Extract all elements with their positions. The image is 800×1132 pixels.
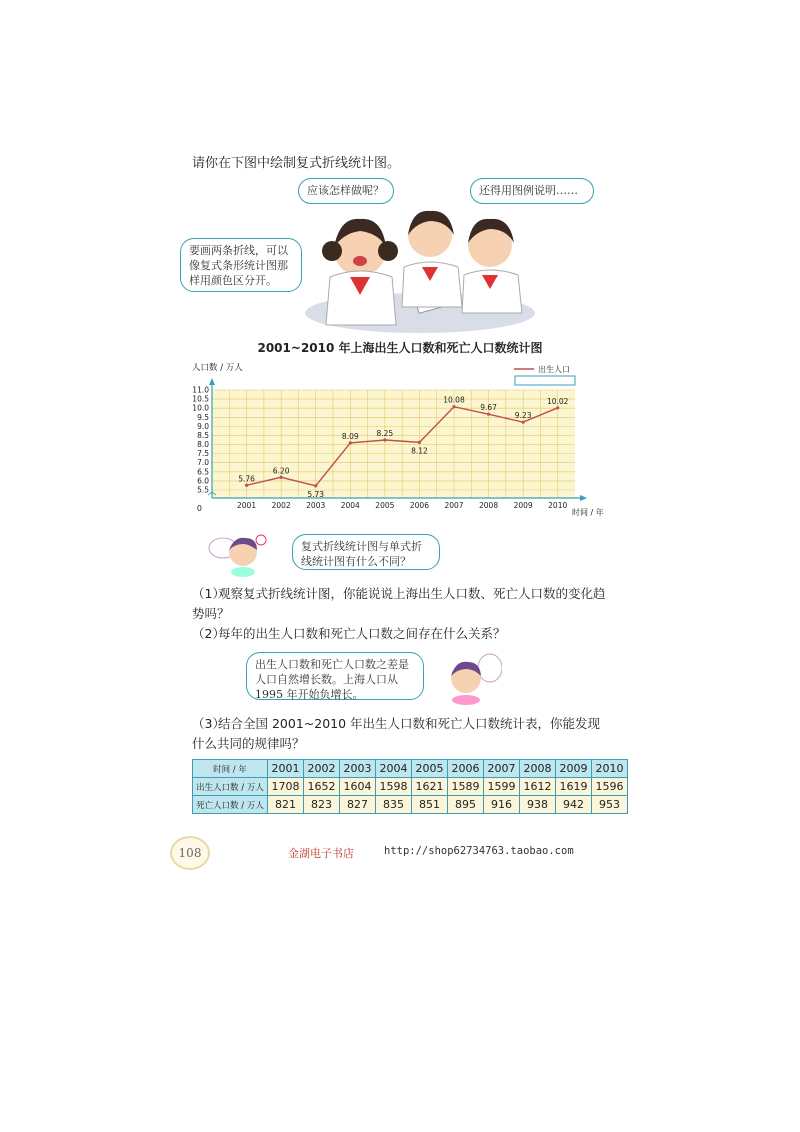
y-tick-label: 9.5: [197, 412, 209, 422]
store-name: 金湖电子书店: [288, 847, 354, 860]
question-3: （3）结合全国 2001~2010 年出生人口数和死亡人口数统计表，你能发现什么共同的规律吗？: [192, 716, 601, 751]
data-point: [349, 441, 352, 444]
y-tick-label: 6.0: [197, 476, 209, 486]
table-cell: 916: [484, 796, 520, 814]
data-label: 8.25: [376, 429, 394, 438]
question-1: （1）观察复式折线统计图，你能说说上海出生人口数、死亡人口数的变化趋势吗？: [192, 586, 606, 621]
table-cell: 1612: [520, 778, 556, 796]
data-label: 9.23: [514, 411, 532, 421]
chart-title: 2001~2010 年上海出生人口数和死亡人口数统计图: [257, 341, 543, 355]
table-cell: 1596: [592, 778, 628, 796]
table-cell: 942: [556, 796, 592, 814]
speech-bubble-question: 应该怎样做呢？: [298, 178, 394, 204]
table-cell: 953: [592, 796, 628, 814]
y-tick-label: 8.0: [197, 440, 209, 450]
table-cell: 895: [448, 796, 484, 814]
table-cell: 2001: [268, 760, 304, 778]
table-cell: 1708: [268, 778, 304, 796]
data-label: 8.09: [341, 431, 359, 441]
data-point: [383, 438, 386, 441]
table-cell: 2004: [376, 760, 412, 778]
x-tick-label: 2002: [271, 501, 291, 510]
data-label: 5.76: [238, 474, 255, 484]
table-cell: 1598: [376, 778, 412, 796]
x-tick-label: 2004: [340, 501, 360, 510]
x-tick-label: 2009: [513, 501, 533, 510]
data-point: [314, 484, 317, 487]
y-tick-label: 10.0: [192, 403, 209, 413]
x-tick-label: 2001: [237, 501, 257, 510]
table-cell: 1604: [340, 778, 376, 796]
speech-bubble-legend: 还得用图例说明……: [470, 178, 594, 204]
x-axis-arrow: [580, 495, 587, 501]
angel-illustration: [205, 530, 271, 578]
table-cell: 938: [520, 796, 556, 814]
x-tick-label: 2006: [409, 501, 429, 510]
y-axis-arrow: [209, 378, 215, 385]
data-label: 5.73: [307, 489, 325, 499]
table-header-deaths: 死亡人口数 / 万人: [193, 796, 268, 814]
data-label: 9.67: [480, 403, 497, 413]
table-cell: 1619: [556, 778, 592, 796]
children-illustration: [300, 195, 540, 335]
x-tick-label: 2003: [306, 501, 326, 510]
legend-label-births: 出生人口: [538, 365, 570, 374]
origin-label: 0: [196, 504, 202, 513]
legend-empty-box: [515, 376, 575, 385]
table-header-year: 时间 / 年: [193, 760, 268, 778]
table-cell: 821: [268, 796, 304, 814]
data-point: [487, 413, 490, 416]
data-point: [280, 476, 283, 479]
table-cell: 2009: [556, 760, 592, 778]
table-header-births: 出生人口数 / 万人: [193, 778, 268, 796]
angel-illustration-2: [436, 652, 502, 706]
line-chart: [190, 358, 620, 518]
table-cell: 1652: [304, 778, 340, 796]
y-tick-label: 8.5: [197, 430, 209, 440]
y-tick-label: 6.5: [197, 467, 209, 477]
data-point: [522, 421, 525, 424]
table-cell: 827: [340, 796, 376, 814]
plot-area: [212, 390, 575, 498]
table-cell: 823: [304, 796, 340, 814]
table-cell: 851: [412, 796, 448, 814]
table-cell: 1621: [412, 778, 448, 796]
data-point: [452, 405, 455, 408]
table-cell: 2007: [484, 760, 520, 778]
data-label: 10.08: [443, 395, 465, 405]
x-tick-label: 2010: [548, 501, 568, 510]
x-tick-label: 2005: [375, 501, 395, 510]
table-cell: 2008: [520, 760, 556, 778]
page-number: 108: [170, 836, 210, 870]
y-tick-label: 9.0: [197, 421, 209, 431]
table-cell: 2002: [304, 760, 340, 778]
speech-bubble-two-lines: 要画两条折线，可以像复式条形统计图那样用颜色区分开。: [180, 238, 302, 292]
data-label: 8.12: [411, 446, 428, 456]
instruction-text: 请你在下图中绘制复式折线统计图。: [192, 156, 401, 171]
data-point: [556, 406, 559, 409]
x-tick-label: 2007: [444, 501, 464, 510]
data-point: [418, 441, 421, 444]
data-point: [245, 484, 248, 487]
y-tick-label: 7.5: [197, 449, 209, 459]
table-cell: 1589: [448, 778, 484, 796]
question-2: （2）每年的出生人口数和死亡人口数之间存在什么关系？: [192, 626, 506, 641]
table-cell: 2003: [340, 760, 376, 778]
store-url: http://shop62734763.taobao.com: [384, 845, 574, 857]
table-cell: 2006: [448, 760, 484, 778]
table-cell: 1599: [484, 778, 520, 796]
y-axis-label: 人口数 / 万人: [192, 363, 243, 373]
y-tick-label: 11.0: [192, 385, 209, 395]
data-label: 10.02: [546, 396, 569, 406]
y-tick-label: 5.5: [197, 485, 209, 495]
x-tick-label: 2008: [479, 501, 499, 510]
speech-bubble-natural-growth: 出生人口数和死亡人口数之差是人口自然增长数。上海人口从 1995 年开始负增长。: [246, 652, 424, 700]
population-table: [192, 759, 628, 814]
y-tick-label: 10.5: [192, 394, 209, 404]
x-axis-label: 时间 / 年: [572, 508, 604, 517]
table-cell: 835: [376, 796, 412, 814]
data-label: 6.20: [272, 466, 290, 476]
table-cell: 2005: [412, 760, 448, 778]
table-cell: 2010: [592, 760, 628, 778]
speech-bubble-chart-compare: 复式折线统计图与单式折线统计图有什么不同？: [292, 534, 440, 570]
y-tick-label: 7.0: [197, 458, 209, 468]
